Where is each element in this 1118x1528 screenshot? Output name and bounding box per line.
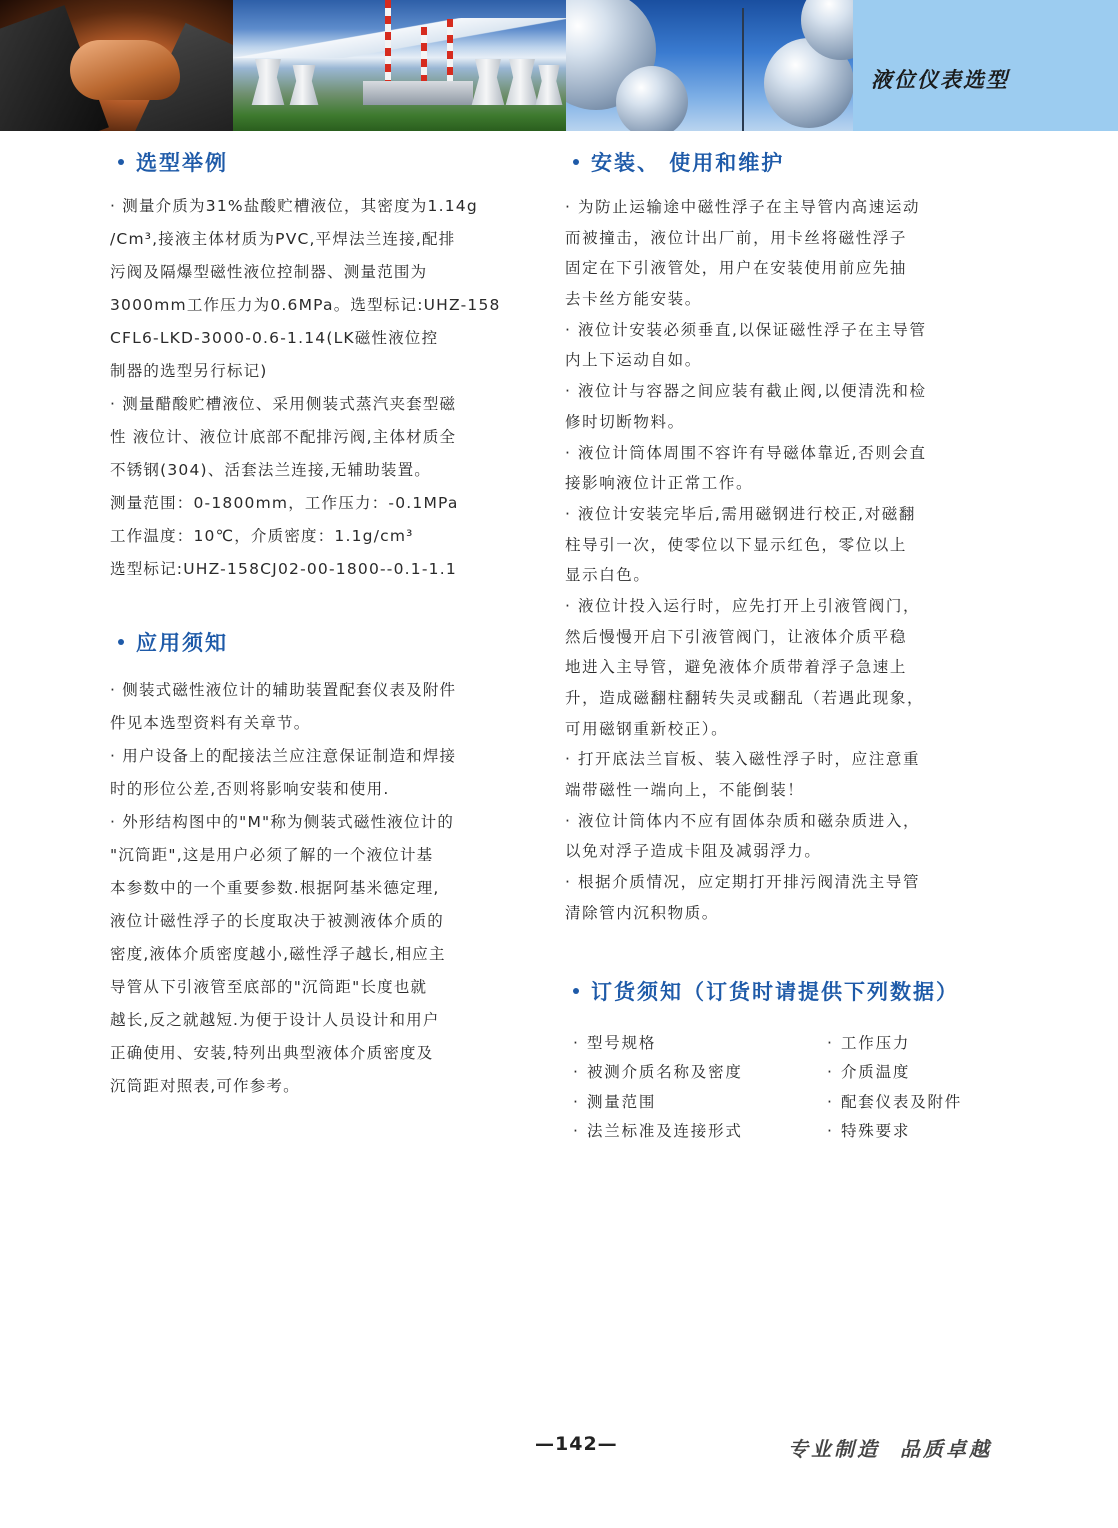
text-line: 制器的选型另行标记) — [110, 362, 268, 380]
text-line: 修时切断物料。 — [565, 412, 685, 431]
page-number: —142— — [535, 1433, 618, 1455]
text-line: 导管从下引液管至底部的"沉筒距"长度也就 — [110, 978, 428, 996]
text-line: · 液位计与容器之间应装有截止阀,以便清洗和检 — [565, 382, 927, 401]
text-line: · 根据介质情况，应定期打开排污阀清洗主导管 — [565, 873, 921, 892]
text-line: · 用户设备上的配接法兰应注意保证制造和焊接 — [110, 747, 457, 765]
header-banner — [0, 0, 1118, 131]
text-line: · 侧装式磁性液位计的辅助装置配套仪表及附件 — [110, 681, 457, 699]
text-line: 测量范围：0-1800mm，工作压力：-0.1MPa — [110, 494, 459, 512]
list-item: · 法兰标准及连接形式 — [573, 1117, 827, 1147]
text-line: 沉筒距对照表,可作参考。 — [110, 1077, 300, 1095]
text-line: 固定在下引液管处，用户在安装使用前应先抽 — [565, 259, 908, 278]
text-line: 选型标记:UHZ-158CJ02-00-1800--0.1-1.1 — [110, 560, 457, 578]
text-line: · 液位计投入运行时，应先打开上引液管阀门， — [565, 596, 921, 615]
list-item: · 工作压力 — [827, 1029, 997, 1059]
list-item: · 型号规格 — [573, 1029, 827, 1059]
text-line: 性 液位计、液位计底部不配排污阀,主体材质全 — [110, 428, 457, 446]
text-line: 以免对浮子造成卡阻及减弱浮力。 — [565, 842, 822, 861]
bullet-icon — [118, 639, 124, 645]
install-paragraph — [565, 192, 995, 929]
text-line: 显示白色。 — [565, 566, 651, 585]
list-item: · 介质温度 — [827, 1058, 997, 1088]
text-line: 3000mm工作压力为0.6MPa。选型标记:UHZ-158 — [110, 296, 501, 314]
list-item: · 被测介质名称及密度 — [573, 1058, 827, 1088]
text-line: 去卡丝方能安装。 — [565, 290, 702, 309]
text-line: 接影响液位计正常工作。 — [565, 474, 754, 493]
text-line: 正确使用、安装,特列出典型液体介质密度及 — [110, 1044, 434, 1062]
section-title-example: 选型举例 — [110, 140, 550, 184]
text-line: · 液位计筒体周围不容许有导磁体靠近,否则会直 — [565, 443, 927, 462]
text-line: 本参数中的一个重要参数.根据阿基米德定理, — [110, 879, 440, 897]
text-line: · 为防止运输途中磁性浮子在主导管内高速运动 — [565, 198, 921, 216]
handshake-photo — [0, 0, 233, 131]
text-line: CFL6-LKD-3000-0.6-1.14(LK磁性液位控 — [110, 329, 439, 347]
text-line: 地进入主导管，避免液体介质带着浮子急速上 — [565, 658, 908, 677]
storage-tanks-photo — [566, 0, 853, 131]
section-title-order: 订货须知（订货时请提供下列数据） — [565, 969, 995, 1013]
bullet-icon — [118, 159, 124, 165]
text-line: 工作温度：10℃，介质密度：1.1g/cm³ — [110, 527, 414, 545]
text-line: 件见本选型资料有关章节。 — [110, 714, 311, 732]
bullet-icon — [573, 988, 579, 994]
right-column — [565, 140, 995, 1147]
text-line: 柱导引一次，使零位以下显示红色，零位以上 — [565, 535, 908, 554]
text-line: 内上下运动自如。 — [565, 351, 702, 370]
notes-paragraph — [110, 674, 550, 1103]
left-column — [110, 140, 550, 1103]
text-line: 时的形位公差,否则将影响安装和使用. — [110, 780, 390, 798]
text-line: · 打开底法兰盲板、装入磁性浮子时，应注意重 — [565, 750, 921, 769]
text-line: 端带磁性一端向上，不能倒装！ — [565, 781, 805, 800]
text-line: · 液位计安装必须垂直,以保证磁性浮子在主导管 — [565, 320, 927, 339]
text-line: 而被撞击，液位计出厂前，用卡丝将磁性浮子 — [565, 228, 908, 247]
text-line: "沉筒距",这是用户必须了解的一个液位计基 — [110, 846, 434, 864]
text-line: 升，造成磁翻柱翻转失灵或翻乱（若遇此现象， — [565, 689, 925, 707]
header-title-band — [853, 0, 1118, 131]
page-category-title: 液位仪表选型 — [871, 68, 1009, 92]
section-title-install: 安装、 使用和维护 — [565, 140, 995, 184]
list-item: · 特殊要求 — [827, 1117, 997, 1147]
text-line: · 测量介质为31%盐酸贮槽液位，其密度为1.14g — [110, 197, 478, 215]
text-line: 可用磁钢重新校正）。 — [565, 719, 729, 738]
order-items-list — [573, 1029, 995, 1147]
bullet-icon — [573, 159, 579, 165]
text-line: · 液位计筒体内不应有固体杂质和磁杂质进入， — [565, 811, 921, 830]
footer-slogan: 专业制造 品质卓越 — [788, 1437, 992, 1461]
power-plant-photo — [233, 0, 566, 131]
text-line: · 液位计安装完毕后,需用磁钢进行校正,对磁翻 — [565, 504, 917, 523]
text-line: 清除管内沉积物质。 — [565, 903, 719, 922]
text-line: 越长,反之就越短.为便于设计人员设计和用户 — [110, 1011, 440, 1029]
list-item: · 配套仪表及附件 — [827, 1088, 997, 1118]
text-line: /Cm³,接液主体材质为PVC,平焊法兰连接,配排 — [110, 230, 456, 248]
text-line: 污阀及隔爆型磁性液位控制器、测量范围为 — [110, 263, 428, 281]
text-line: · 测量醋酸贮槽液位、采用侧装式蒸汽夹套型磁 — [110, 395, 457, 413]
text-line: 不锈钢(304)、活套法兰连接,无辅助装置。 — [110, 461, 432, 479]
text-line: 密度,液体介质密度越小,磁性浮子越长,相应主 — [110, 945, 446, 963]
text-line: 液位计磁性浮子的长度取决于被测液体介质的 — [110, 912, 445, 930]
text-line: 然后慢慢开启下引液管阀门，让液体介质平稳 — [565, 627, 908, 646]
text-line: · 外形结构图中的"M"称为侧装式磁性液位计的 — [110, 813, 455, 831]
list-item: · 测量范围 — [573, 1088, 827, 1118]
example-paragraph — [110, 190, 550, 586]
section-title-notes: 应用须知 — [110, 620, 550, 664]
